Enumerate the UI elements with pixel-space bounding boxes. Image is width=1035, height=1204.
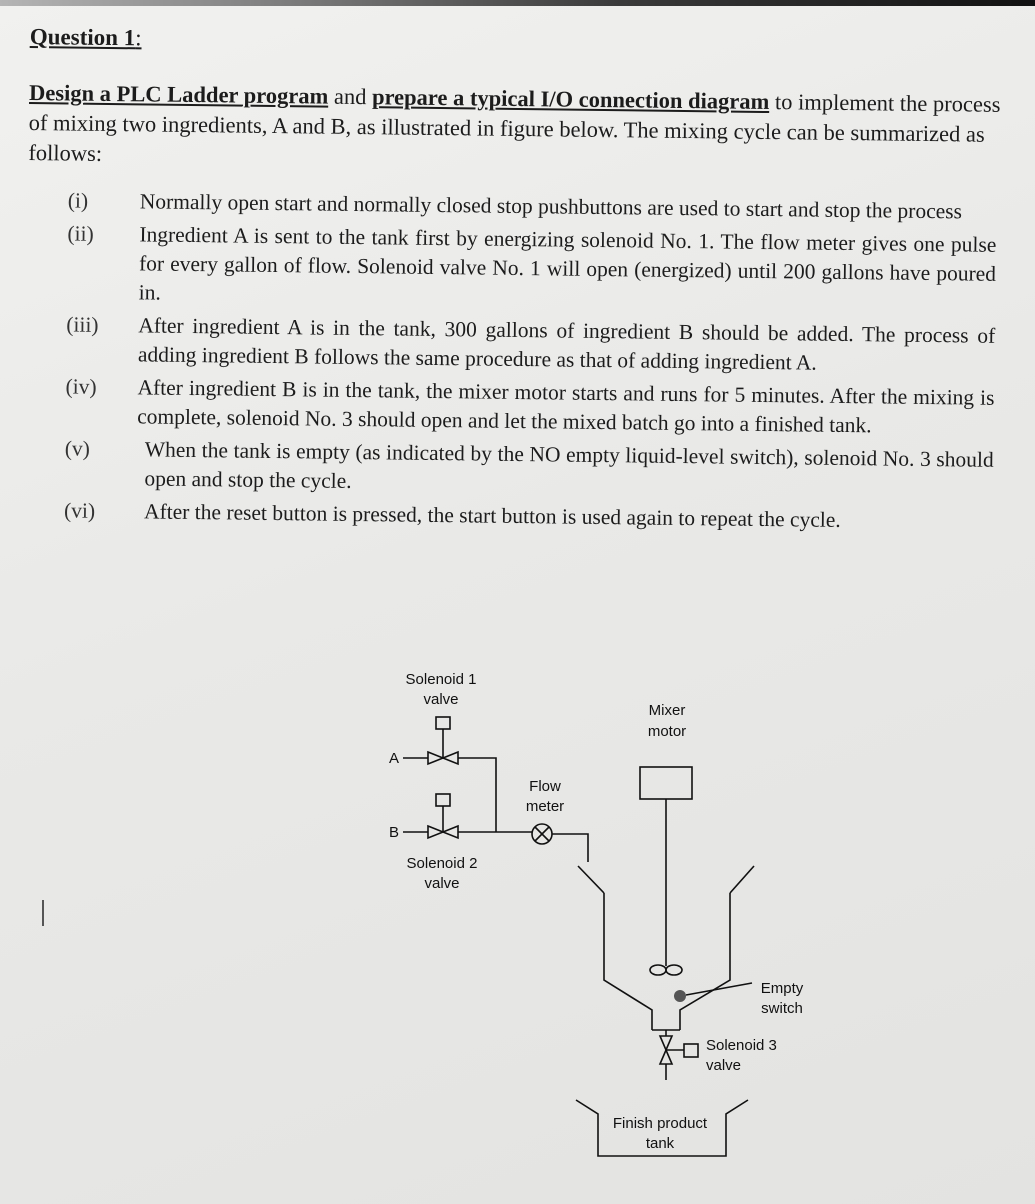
list-item: (i) Normally open start and normally closed stop pushbuttons are used to start and stop the process	[67, 188, 963, 224]
flow-meter-icon	[532, 824, 552, 844]
solenoid-3-valve-icon	[660, 1036, 698, 1064]
flow-meter-label: Flow	[529, 778, 561, 795]
mixer-motor-icon	[640, 767, 692, 799]
intro-emphasis-ladder: Design a PLC Ladder program	[28, 79, 329, 109]
empty-switch-label-2: switch	[761, 1000, 803, 1017]
solenoid-2-label-2: valve	[424, 875, 460, 892]
solenoid-1-label: Solenoid 1	[405, 671, 477, 688]
intro-emphasis-io: prepare a typical I/O connection diagram	[371, 84, 770, 115]
solenoid-3-label: Solenoid 3	[706, 1037, 777, 1054]
empty-switch-arm	[686, 983, 752, 995]
mixer-motor-label-2: motor	[647, 723, 687, 740]
empty-switch-label: Empty	[760, 980, 804, 997]
finish-tank-label-2: tank	[645, 1135, 675, 1152]
flow-meter-label-2: meter	[525, 798, 565, 815]
question-title: Question 1:	[29, 23, 142, 51]
finish-tank-label: Finish product	[612, 1115, 708, 1132]
list-item: (vi) After the reset button is pressed, the start button is used again to repeat the cycle.	[63, 498, 841, 532]
list-item: (iv) After ingredient B is in the tank, the mixer motor starts and runs for 5 minutes. After the mixing is complete, solenoid No. 3 should open and let the mixed batch go into a finished tank.	[65, 374, 995, 438]
mixer-motor-label: Mixer	[648, 702, 686, 719]
ingredient-a-label: A	[389, 750, 400, 767]
solenoid-2-valve-icon	[428, 794, 458, 838]
solenoid-1-valve-icon	[428, 717, 458, 764]
empty-switch-float-icon	[674, 990, 686, 1002]
mixer-impeller-icon	[650, 965, 682, 975]
pipe-a-to-meter	[458, 758, 496, 832]
solenoid-3-label-2: valve	[706, 1057, 742, 1074]
question-intro: Design a PLC Ladder program and prepare a typical I/O connection diagram to implement the process of mixing two ingredients, A and B, as illustrated in figure below. The mixing cycle can be summarized as follows:	[28, 79, 1001, 166]
list-item: (v) When the tank is empty (as indicated by the NO empty liquid-level switch), solenoid No. 3 should open and stop the cycle.	[64, 436, 994, 493]
list-item: (iii) After ingredient A is in the tank, 300 gallons of ingredient B should be added. The process of adding ingredient B follows the same procedure as that of adding ingredient A.	[66, 312, 996, 375]
pipe-meter-to-tank	[552, 834, 588, 862]
solenoid-1-label-2: valve	[423, 691, 459, 708]
ingredient-b-label: B	[389, 824, 400, 841]
solenoid-2-label: Solenoid 2	[406, 855, 478, 872]
list-item: (ii) Ingredient A is sent to the tank first by energizing solenoid No. 1. The flow meter gives one pulse for every gallon of flow. Solenoid valve No. 1 will open (energized) until 200 gallons have poured in.	[67, 221, 997, 305]
